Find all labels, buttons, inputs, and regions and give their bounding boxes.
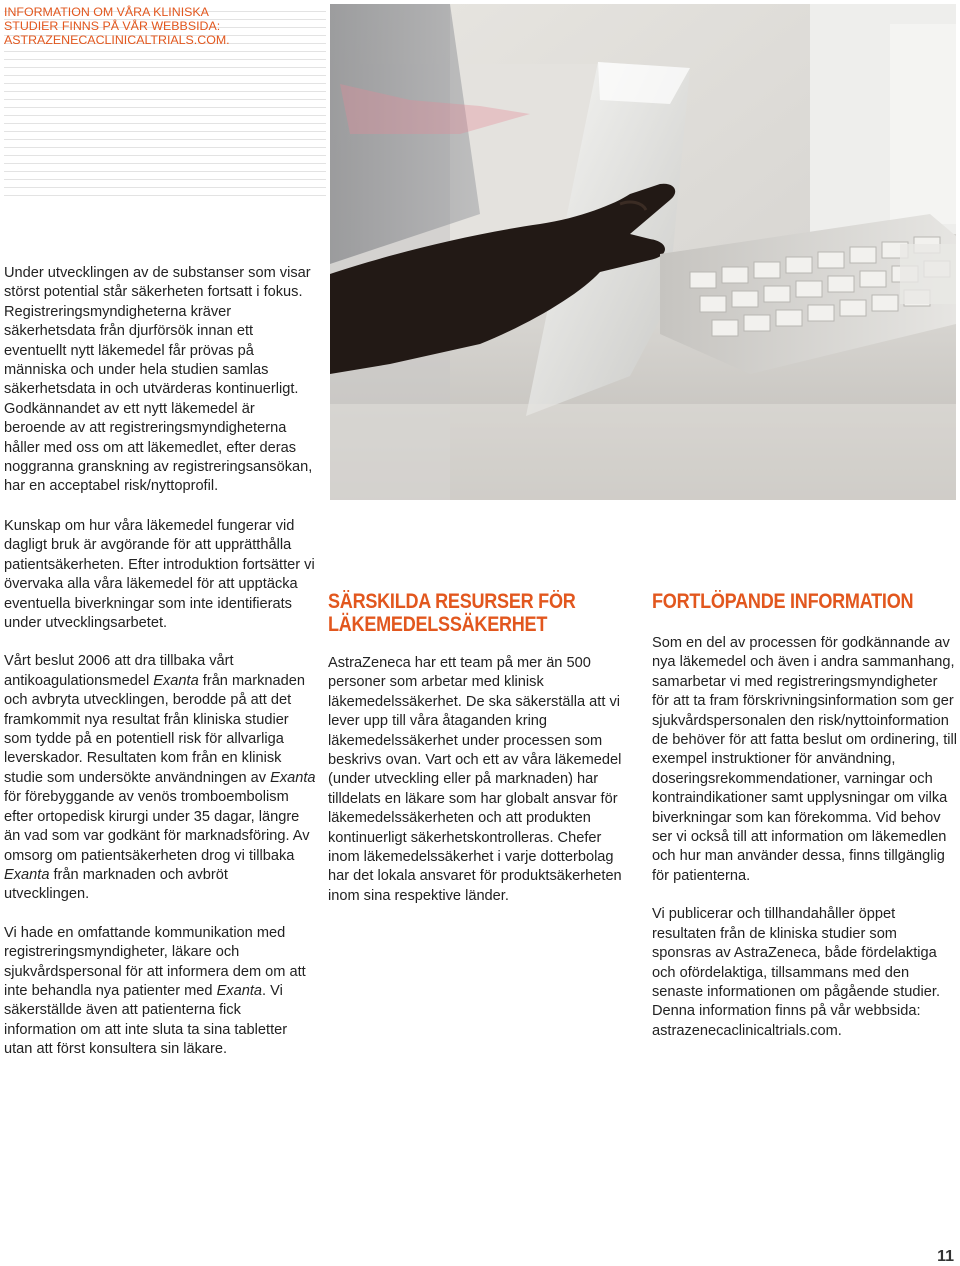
callout-line-2: STUDIER FINNS PÅ VÅR WEBBSIDA: (4, 19, 221, 33)
callout-line-1: INFORMATION OM VÅRA KLINISKA (4, 5, 209, 19)
column-left-intro (4, 264, 316, 516)
paragraph-prescribing-info: Som en del av processen för godkännande av nya läkemedel och även i andra sammanhang, samarbetar vi med registreringsmyndigheter för att ta fram förskrivningsinformation som ger sjukvårdspersonalen den risk/nyttoinformation de behöver för att fatta beslut om ordinering, till exempel instruktioner för användning, doseringsrekommendationer, varningar och kontraindikationer samt upplysningar om vilka biverkningar som kan förekomma. Vid behov ser vi också till att information om läkemedlen och hur man använder dessa, finns tillgänglig för patienterna. (652, 635, 958, 884)
section-heading-ongoing-info: FORTLÖPANDE INFORMATION (652, 590, 914, 613)
drug-name: Exanta (216, 982, 263, 999)
callout-line-3: ASTRAZENECACLINICALTRIALS.COM. (4, 33, 230, 47)
column-right (652, 634, 958, 1060)
paragraph-exanta-decision: Vårt beslut 2006 att dra tillbaka vårt antikoagulationsmedel Exanta från marknaden och avbryta utvecklingen, berodde på att det framkommit nya resultat från kliniska studier som tydde på en potentiell risk för allvarliga leverskador. Resultaten kom från en klinisk studie som undersökte användningen av Exanta för förebyggande av venös tromboembolism efter ortopedisk kirurgi under 35 dagar, längre än vad som var godkänt för marknadsföring. Av omsorg om patientsäkerheten drog vi tillbaka Exanta från marknaden och avbröt utvecklingen. (4, 653, 316, 903)
page-number: 11 (937, 1248, 954, 1265)
photo-hands-paper-keyboard (330, 4, 956, 500)
column-middle (328, 654, 634, 925)
drug-name: Exanta (270, 769, 316, 786)
section-heading-resources: SÄRSKILDA RESURSER FÖR LÄKEMEDELSSÄKERHET (328, 590, 576, 636)
paragraph-safety-focus: Under utvecklingen av de substanser som visar störst potential står säkerheten fortsatt i fokus. Registreringsmyndigheterna kräver säkerhetsdata från djurförsök innan ett eventuellt nytt läkemedel får prövas på människa och under hela studien samlas säkerhetsdata in och utvärderas kontinuerligt. Godkännandet av ett nytt läkemedel är beroende av att registreringsmyndigheterna håller med oss om att läkemedlet, efter deras noggranna granskning av registreringsansökan, har en acceptabel risk/nyttoprofil. (4, 265, 313, 495)
drug-name: Exanta (4, 866, 50, 883)
paragraph-knowledge: Kunskap om hur våra läkemedel fungerar vid dagligt bruk är avgörande för att upprätthålla patientsäkerheten. Efter introduktion fortsätter vi övervaka alla våra läkemedel för att upptäcka eventuella biverkningar som inte identifierats under utvecklingsarbetet. (4, 518, 315, 632)
callout-heading (4, 5, 304, 47)
paragraph-communication: Vi hade en omfattande kommunikation med registreringsmyndigheter, läkare och sjukvårdspersonal för att informera dem om att inte behandla nya patienter med Exanta. Vi säkerställde även att patienterna fick information om att inte sluta ta sina tabletter utan att först konsultera sin läkare. (4, 924, 306, 1058)
paragraph-safety-team: AstraZeneca har ett team på mer än 500 personer som arbetar med klinisk läkemedelssäkerhet. De ska säkerställa att vi lever upp till våra åtaganden kring läkemedelssäkerhet under processen som beskrivs ovan. Vart och ett av våra läkemedel (under utveckling eller på marknaden) har tilldelats en läkare som har globalt ansvar för läkemedelssäkerheten och att produkten kontinuerligt säkerhetskontrolleras. Chefer inom läkemedelssäkerhet i varje dotterbolag har det lokala ansvaret för produktsäkerheten inom sina respektive länder. (328, 655, 622, 904)
column-left-body (4, 517, 316, 1079)
drug-name: Exanta (153, 672, 199, 689)
paragraph-publishing-results: Vi publicerar och tillhandahåller öppet resultaten från de kliniska studier som sponsras av AstraZeneca, både fördelaktiga och ofördelaktiga, tillsammans med den senaste informationen om pågående studier. Denna information finns på vår webbsida: astrazenecaclinicaltrials.com. (652, 906, 941, 1039)
